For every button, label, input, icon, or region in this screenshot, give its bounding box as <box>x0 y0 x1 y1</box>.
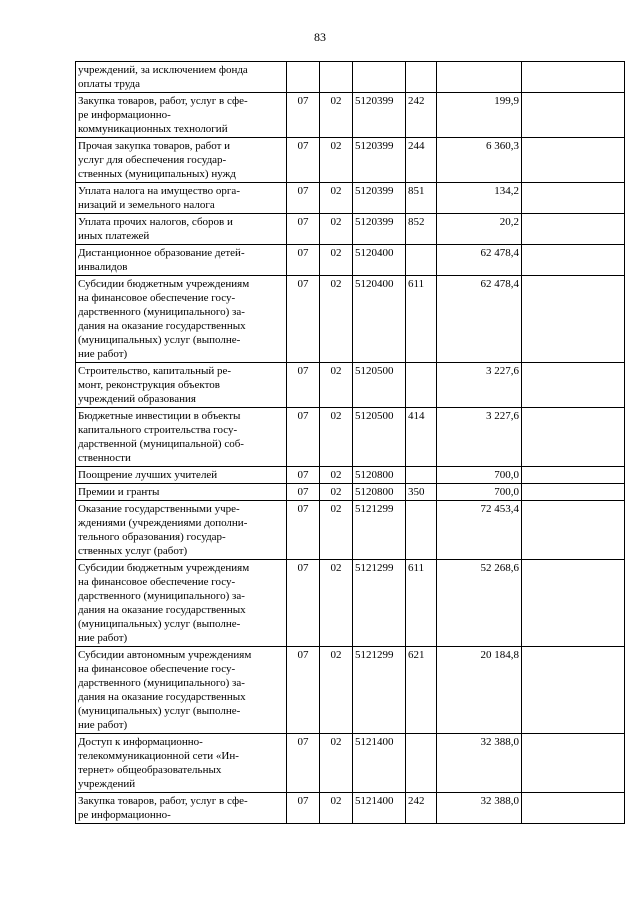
row-amount-cell <box>437 501 522 560</box>
row-target-article-cell <box>353 560 406 647</box>
row-name-cell <box>76 501 287 560</box>
row-expense-type-cell <box>406 245 437 276</box>
row-target-article-cell <box>353 93 406 138</box>
row-amount-cell <box>437 214 522 245</box>
cell-text: Субсидии бюджетным учреждениям на финансовое обеспечение госу- дарственного (муниципального) за- дания на оказание государственных (муниципальных) услуг (выполне- ние работ) <box>78 562 250 644</box>
cell-text: 07 <box>297 486 309 498</box>
row-subsection-cell <box>320 62 353 93</box>
row-expense-type-cell <box>406 501 437 560</box>
cell-text: 02 <box>330 216 342 228</box>
cell-text: 5120500 <box>355 365 394 377</box>
table-row <box>76 93 625 138</box>
row-name-cell <box>76 183 287 214</box>
row-subsection-cell <box>320 93 353 138</box>
cell-text: Закупка товаров, работ, услуг в сфе- ре информационно- <box>78 795 248 821</box>
cell-text: 3 227,6 <box>486 410 519 422</box>
row-amount-cell <box>437 183 522 214</box>
table-row <box>76 245 625 276</box>
cell-text: 72 453,4 <box>480 503 519 515</box>
cell-text: 02 <box>330 247 342 259</box>
cell-text: 02 <box>330 278 342 290</box>
row-empty-cell <box>522 138 625 183</box>
row-expense-type-cell <box>406 183 437 214</box>
row-name-cell <box>76 276 287 363</box>
row-empty-cell <box>522 467 625 484</box>
row-amount-cell <box>437 245 522 276</box>
row-subsection-cell <box>320 138 353 183</box>
row-section-cell <box>287 276 320 363</box>
row-target-article-cell <box>353 138 406 183</box>
row-section-cell <box>287 734 320 793</box>
cell-text: 07 <box>297 562 309 574</box>
table-row <box>76 363 625 408</box>
row-name-cell <box>76 484 287 501</box>
row-amount-cell <box>437 734 522 793</box>
row-section-cell <box>287 647 320 734</box>
row-target-article-cell <box>353 363 406 408</box>
row-subsection-cell <box>320 467 353 484</box>
row-empty-cell <box>522 183 625 214</box>
cell-text: 07 <box>297 410 309 422</box>
row-expense-type-cell <box>406 214 437 245</box>
cell-text: 07 <box>297 278 309 290</box>
table-row <box>76 647 625 734</box>
table-row <box>76 793 625 824</box>
row-name-cell <box>76 560 287 647</box>
cell-text: 07 <box>297 469 309 481</box>
row-section-cell <box>287 467 320 484</box>
row-empty-cell <box>522 93 625 138</box>
row-section-cell <box>287 501 320 560</box>
row-amount-cell <box>437 62 522 93</box>
row-subsection-cell <box>320 734 353 793</box>
cell-text: 02 <box>330 95 342 107</box>
cell-text: учреждений, за исключением фонда оплаты труда <box>78 64 248 90</box>
row-amount-cell <box>437 93 522 138</box>
cell-text: 5120500 <box>355 410 394 422</box>
cell-text: 02 <box>330 410 342 422</box>
row-expense-type-cell <box>406 62 437 93</box>
table-row <box>76 214 625 245</box>
cell-text: 02 <box>330 185 342 197</box>
cell-text: 07 <box>297 95 309 107</box>
row-section-cell <box>287 93 320 138</box>
row-section-cell <box>287 560 320 647</box>
row-subsection-cell <box>320 793 353 824</box>
cell-text: 851 <box>408 185 425 197</box>
cell-text: 700,0 <box>494 486 519 498</box>
cell-text: 07 <box>297 795 309 807</box>
row-section-cell <box>287 363 320 408</box>
cell-text: 242 <box>408 95 425 107</box>
cell-text: 02 <box>330 736 342 748</box>
row-target-article-cell <box>353 501 406 560</box>
cell-text: Уплата прочих налогов, сборов и иных платежей <box>78 216 233 242</box>
cell-text: 5120400 <box>355 247 394 259</box>
cell-text: 07 <box>297 247 309 259</box>
row-expense-type-cell <box>406 363 437 408</box>
cell-text: 07 <box>297 216 309 228</box>
row-section-cell <box>287 62 320 93</box>
row-expense-type-cell <box>406 408 437 467</box>
cell-text: 700,0 <box>494 469 519 481</box>
row-name-cell <box>76 62 287 93</box>
cell-text: 5121299 <box>355 562 394 574</box>
table-row <box>76 560 625 647</box>
cell-text: 02 <box>330 469 342 481</box>
row-subsection-cell <box>320 408 353 467</box>
row-amount-cell <box>437 467 522 484</box>
cell-text: 02 <box>330 140 342 152</box>
row-expense-type-cell <box>406 793 437 824</box>
row-target-article-cell <box>353 183 406 214</box>
cell-text: Оказание государственными учре- ждениями (учреждениями дополни- тельного образования) государ- ственных услуг (работ) <box>78 503 248 557</box>
table-row <box>76 734 625 793</box>
cell-text: 02 <box>330 562 342 574</box>
cell-text: 852 <box>408 216 425 228</box>
cell-text: Поощрение лучших учителей <box>78 469 218 481</box>
cell-text: 52 268,6 <box>480 562 519 574</box>
row-subsection-cell <box>320 183 353 214</box>
row-name-cell <box>76 647 287 734</box>
row-expense-type-cell <box>406 560 437 647</box>
row-target-article-cell <box>353 408 406 467</box>
row-empty-cell <box>522 734 625 793</box>
cell-text: 5120399 <box>355 216 394 228</box>
row-target-article-cell <box>353 647 406 734</box>
row-amount-cell <box>437 408 522 467</box>
row-empty-cell <box>522 647 625 734</box>
table-row <box>76 62 625 93</box>
cell-text: Субсидии бюджетным учреждениям на финансовое обеспечение госу- дарственного (муниципального) за- дания на оказание государственных (муниципальных) услуг (выполне- ние работ) <box>78 278 250 360</box>
cell-text: 611 <box>408 278 425 290</box>
cell-text: 5121299 <box>355 503 394 515</box>
row-amount-cell <box>437 647 522 734</box>
cell-text: 02 <box>330 795 342 807</box>
cell-text: 5120800 <box>355 469 394 481</box>
row-amount-cell <box>437 363 522 408</box>
cell-text: 07 <box>297 185 309 197</box>
cell-text: 5120399 <box>355 95 394 107</box>
row-amount-cell <box>437 793 522 824</box>
cell-text: 6 360,3 <box>486 140 519 152</box>
cell-text: 20 184,8 <box>480 649 519 661</box>
row-target-article-cell <box>353 214 406 245</box>
row-empty-cell <box>522 793 625 824</box>
cell-text: 07 <box>297 503 309 515</box>
cell-text: 07 <box>297 736 309 748</box>
cell-text: 350 <box>408 486 425 498</box>
cell-text: 02 <box>330 649 342 661</box>
row-subsection-cell <box>320 647 353 734</box>
row-name-cell <box>76 363 287 408</box>
cell-text: 621 <box>408 649 425 661</box>
budget-table <box>75 61 625 824</box>
row-target-article-cell <box>353 245 406 276</box>
row-section-cell <box>287 484 320 501</box>
row-expense-type-cell <box>406 467 437 484</box>
row-name-cell <box>76 245 287 276</box>
cell-text: 07 <box>297 140 309 152</box>
row-empty-cell <box>522 363 625 408</box>
row-name-cell <box>76 138 287 183</box>
row-target-article-cell <box>353 484 406 501</box>
row-target-article-cell <box>353 62 406 93</box>
row-target-article-cell <box>353 793 406 824</box>
cell-text: 5120800 <box>355 486 394 498</box>
row-section-cell <box>287 408 320 467</box>
row-subsection-cell <box>320 363 353 408</box>
cell-text: Субсидии автономным учреждениям на финансовое обеспечение госу- дарственного (муниципального) за- дания на оказание государственных (муниципальных) услуг (выполне- ние работ) <box>78 649 252 731</box>
cell-text: 5121400 <box>355 795 394 807</box>
row-empty-cell <box>522 245 625 276</box>
cell-text: 242 <box>408 795 425 807</box>
table-row <box>76 408 625 467</box>
row-name-cell <box>76 93 287 138</box>
row-expense-type-cell <box>406 647 437 734</box>
table-row <box>76 467 625 484</box>
row-name-cell <box>76 793 287 824</box>
cell-text: 244 <box>408 140 425 152</box>
cell-text: 02 <box>330 503 342 515</box>
row-target-article-cell <box>353 276 406 363</box>
row-expense-type-cell <box>406 138 437 183</box>
cell-text: 62 478,4 <box>480 247 519 259</box>
budget-table-body <box>76 62 625 824</box>
row-amount-cell <box>437 276 522 363</box>
cell-text: 20,2 <box>499 216 519 228</box>
row-section-cell <box>287 183 320 214</box>
cell-text: Прочая закупка товаров, работ и услуг для обеспечения государ- ственных (муниципальных) нужд <box>78 140 236 180</box>
row-subsection-cell <box>320 214 353 245</box>
row-expense-type-cell <box>406 484 437 501</box>
cell-text: Доступ к информационно- телекоммуникационной сети «Ин- тернет» общеобразовательных учреждений <box>78 736 239 790</box>
table-row <box>76 138 625 183</box>
row-empty-cell <box>522 276 625 363</box>
table-row <box>76 183 625 214</box>
cell-text: 07 <box>297 649 309 661</box>
cell-text: 5121400 <box>355 736 394 748</box>
row-name-cell <box>76 214 287 245</box>
row-section-cell <box>287 793 320 824</box>
row-subsection-cell <box>320 484 353 501</box>
cell-text: 611 <box>408 562 425 574</box>
cell-text: 199,9 <box>494 95 519 107</box>
cell-text: Дистанционное образование детей- инвалидов <box>78 247 245 273</box>
row-section-cell <box>287 245 320 276</box>
row-target-article-cell <box>353 467 406 484</box>
cell-text: 5120399 <box>355 185 394 197</box>
row-amount-cell <box>437 138 522 183</box>
cell-text: 32 388,0 <box>480 795 519 807</box>
cell-text: 134,2 <box>494 185 519 197</box>
row-subsection-cell <box>320 245 353 276</box>
row-empty-cell <box>522 408 625 467</box>
row-empty-cell <box>522 560 625 647</box>
cell-text: 02 <box>330 365 342 377</box>
table-row <box>76 484 625 501</box>
row-section-cell <box>287 214 320 245</box>
row-amount-cell <box>437 560 522 647</box>
row-name-cell <box>76 467 287 484</box>
row-expense-type-cell <box>406 276 437 363</box>
cell-text: 62 478,4 <box>480 278 519 290</box>
row-empty-cell <box>522 62 625 93</box>
row-section-cell <box>287 138 320 183</box>
cell-text: Строительство, капитальный ре- монт, реконструкция объектов учреждений образования <box>78 365 232 405</box>
row-empty-cell <box>522 484 625 501</box>
cell-text: 02 <box>330 486 342 498</box>
cell-text: 414 <box>408 410 425 422</box>
page-number: 83 <box>314 30 326 44</box>
cell-text: Закупка товаров, работ, услуг в сфе- ре информационно- коммуникационных технологий <box>78 95 248 135</box>
cell-text: 5120399 <box>355 140 394 152</box>
row-expense-type-cell <box>406 93 437 138</box>
table-row <box>76 276 625 363</box>
cell-text: 32 388,0 <box>480 736 519 748</box>
row-target-article-cell <box>353 734 406 793</box>
cell-text: Бюджетные инвестиции в объекты капитального строительства госу- дарственной (муниципальной) соб- ственности <box>78 410 244 464</box>
row-empty-cell <box>522 214 625 245</box>
cell-text: 3 227,6 <box>486 365 519 377</box>
row-subsection-cell <box>320 501 353 560</box>
cell-text: Уплата налога на имущество орга- низаций и земельного налога <box>78 185 240 211</box>
cell-text: Премии и гранты <box>78 486 160 498</box>
row-name-cell <box>76 734 287 793</box>
row-name-cell <box>76 408 287 467</box>
cell-text: 07 <box>297 365 309 377</box>
cell-text: 5120400 <box>355 278 394 290</box>
cell-text: 5121299 <box>355 649 394 661</box>
row-expense-type-cell <box>406 734 437 793</box>
row-empty-cell <box>522 501 625 560</box>
table-row <box>76 501 625 560</box>
row-subsection-cell <box>320 560 353 647</box>
row-amount-cell <box>437 484 522 501</box>
row-subsection-cell <box>320 276 353 363</box>
